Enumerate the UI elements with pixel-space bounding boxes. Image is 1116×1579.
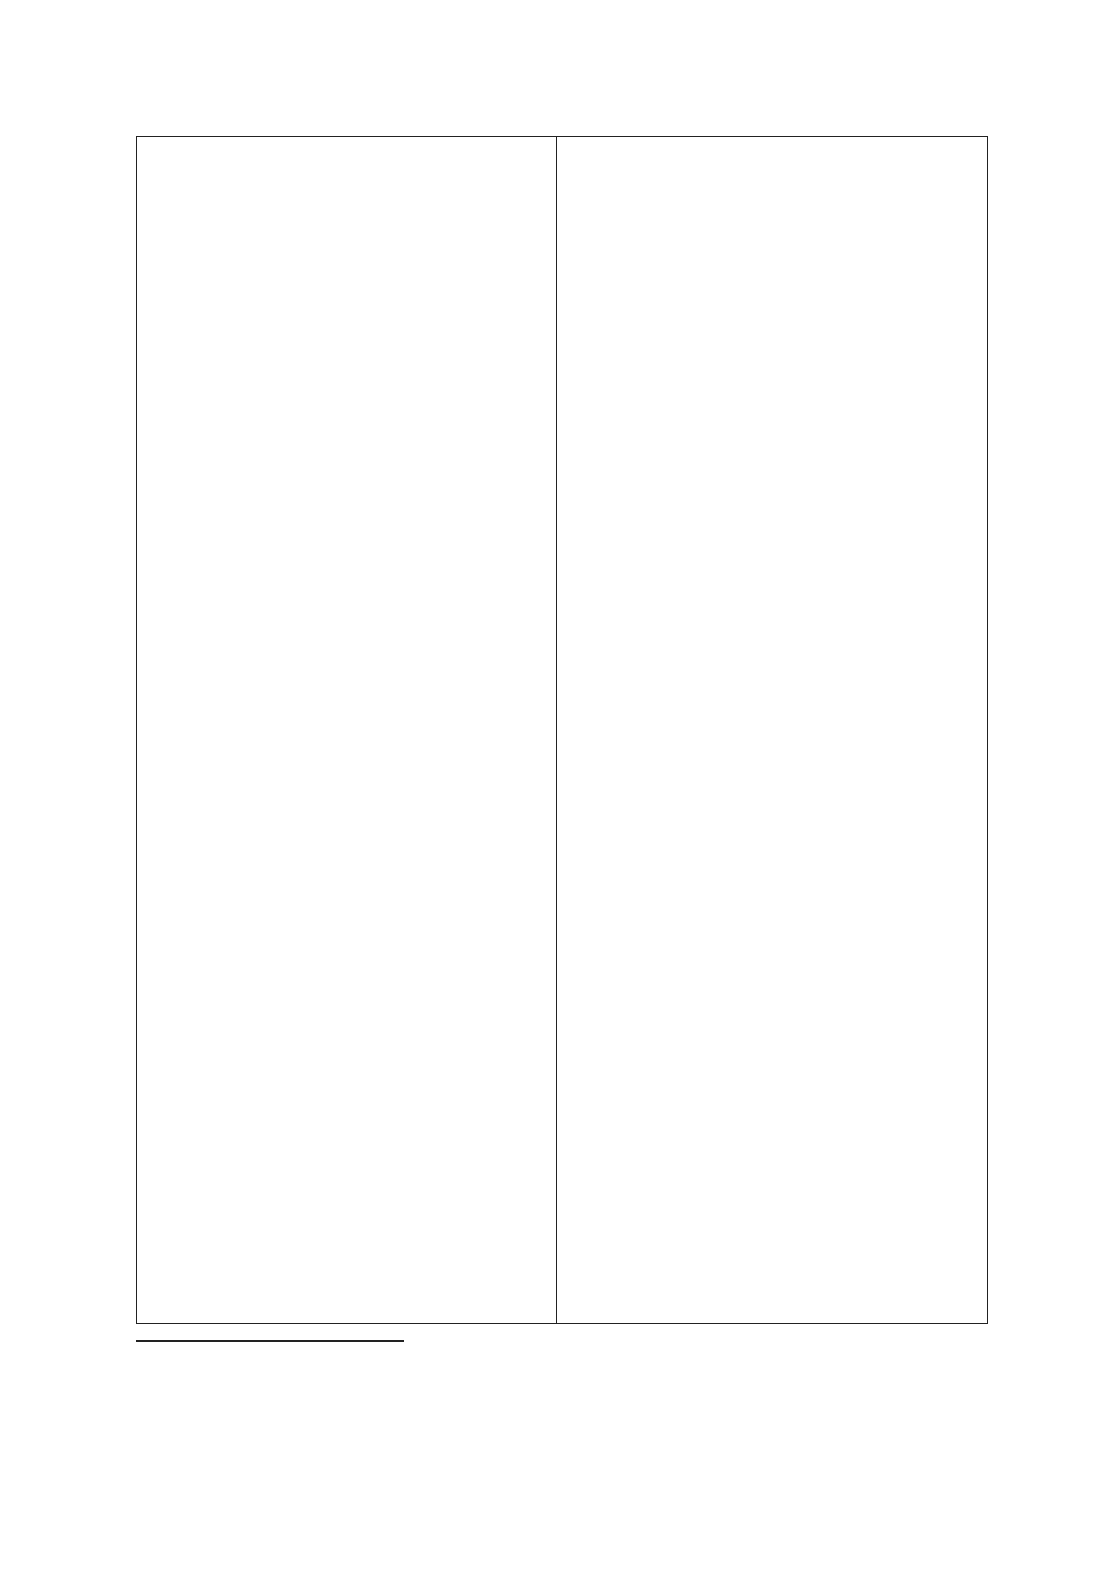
bilingual-text-table [136,136,988,1324]
italian-column [557,137,987,1323]
spanish-column [137,137,557,1323]
footnote-divider [136,1340,404,1342]
